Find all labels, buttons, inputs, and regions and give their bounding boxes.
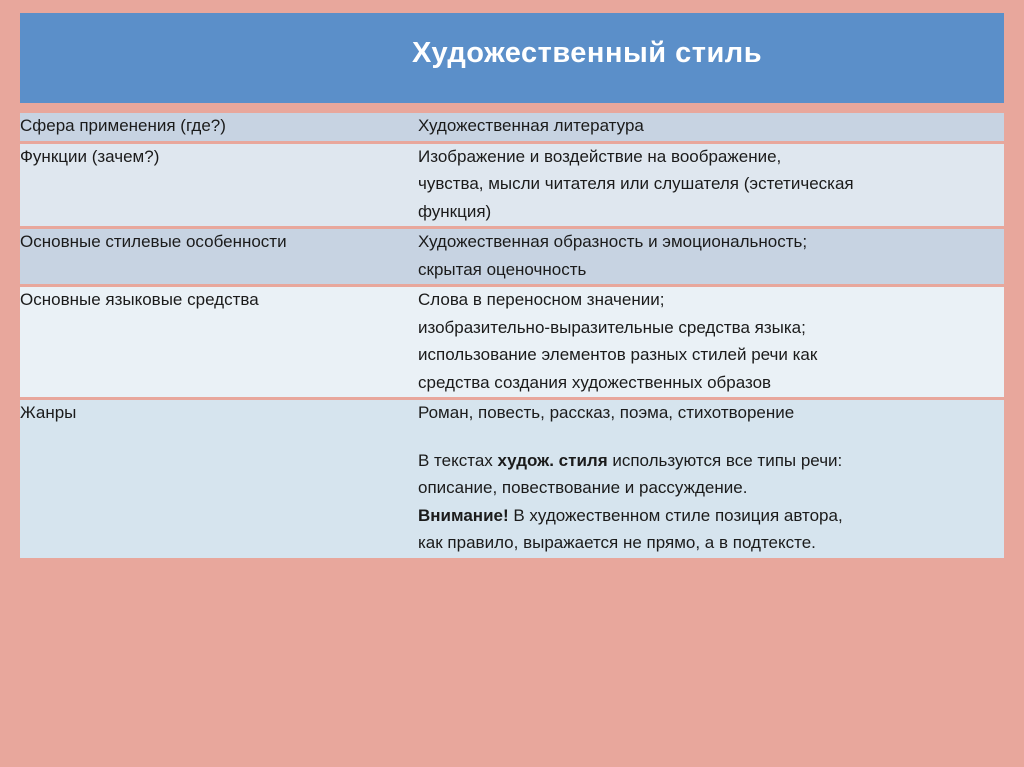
header-gap [20,103,1004,113]
header-left-cell [20,13,400,103]
table-row [20,400,1004,558]
row-value-line: Слова в переносном значении; [418,290,665,309]
note-text-pre: В текстах [418,450,498,470]
note-line-1 [418,448,982,474]
row-value-line: изобразительно-выразительные средства языка; [418,317,806,337]
note-line-3 [418,503,982,529]
row-label-functions: Функции (зачем?) [20,144,400,227]
row-value-line: функция) [418,201,492,221]
gap-left [20,103,400,113]
row-label-means: Основные языковые средства [20,287,400,397]
table-row [20,113,1004,141]
row-value-line: Изображение и воздействие на воображение, [418,146,782,166]
note-attention-post: В художественном стиле позиция автора, [508,505,843,525]
row-value-features [400,229,1004,284]
table-row [20,229,1004,284]
note-text-post: используются все типы речи: [607,450,843,470]
row-value-line: Художественная образность и эмоциональность; [418,232,808,251]
slide-canvas [12,10,1012,757]
row-value-line: использование элементов разных стилей речи как [418,345,818,364]
note-attention-bold: Внимание! [418,505,509,525]
row-value-means [400,287,1004,397]
note-line-2: описание, повествование и рассуждение. [418,478,748,497]
table-row [20,144,1004,227]
gap-right [400,103,1004,113]
row-label-genres: Жанры [20,400,400,558]
row-value-line: скрытая оценочность [418,259,587,279]
note-spacer [418,428,982,448]
row-label-features: Основные стилевые особенности [20,229,400,284]
style-table [20,13,1004,558]
row-value-line: Роман, повесть, рассказ, поэма, стихотворение [418,403,795,422]
row-value-genres [400,400,1004,558]
table-header-row [20,13,1004,103]
row-value-functions [400,144,1004,227]
row-value-line: чувства, мысли читателя или слушателя (эстетическая [418,174,854,193]
row-value-sphere [400,113,1004,141]
header-title-cell [400,13,1004,103]
row-label-sphere: Сфера применения (где?) [20,113,400,141]
table-row [20,287,1004,397]
note-line-4: как правило, выражается не прямо, а в подтексте. [418,533,816,552]
row-value-line: средства создания художественных образов [418,372,772,392]
row-value-line: Художественная литература [418,116,644,135]
page-title: Художественный стиль [412,37,763,69]
note-text-bold: худож. стиля [497,450,608,470]
